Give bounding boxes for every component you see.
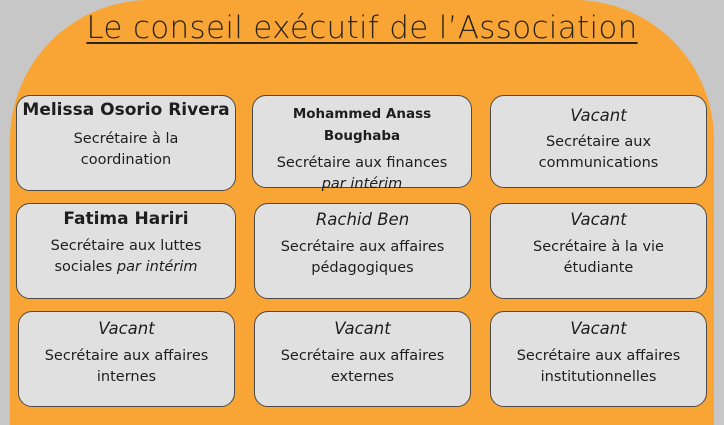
member-name: Mohammed Anass Boughaba: [292, 106, 432, 144]
member-role: Secrétaire aux affaires pédagogiques: [280, 239, 445, 276]
member-name: Rachid Ben: [315, 210, 410, 229]
member-role: Secrétaire aux finances par intérim: [276, 155, 448, 192]
member-role: Secrétaire à la vie étudiante: [533, 239, 664, 276]
member-role: Secrétaire aux affaires institutionnelles: [516, 348, 681, 385]
card-luttes-sociales: [16, 203, 236, 299]
member-name: Vacant: [570, 210, 627, 229]
card-finances: [252, 95, 472, 192]
member-role: Secrétaire aux luttes sociales par intérim: [50, 238, 202, 275]
card-coordination: [16, 95, 236, 191]
member-role: Secrétaire à la coordination: [73, 131, 179, 168]
card-vie-etudiante: [490, 203, 707, 299]
card-affaires-institutionnelles: [490, 311, 707, 407]
member-role: Secrétaire aux communications: [538, 134, 659, 171]
page-title: Le conseil exécutif de l’Association: [86, 10, 638, 46]
member-role: Secrétaire aux affaires externes: [280, 348, 445, 385]
card-affaires-internes: [18, 311, 235, 407]
member-role: Secrétaire aux affaires internes: [44, 348, 209, 385]
member-name: Vacant: [334, 319, 391, 338]
card-affaires-pedagogiques: [254, 203, 471, 299]
member-name: Vacant: [98, 319, 155, 338]
card-affaires-externes: [254, 311, 471, 407]
member-name: Vacant: [570, 106, 627, 125]
member-name: Fatima Hariri: [63, 209, 189, 229]
member-name: Vacant: [570, 319, 627, 338]
card-communications: [490, 95, 707, 188]
member-name: Melissa Osorio Rivera: [22, 100, 230, 120]
